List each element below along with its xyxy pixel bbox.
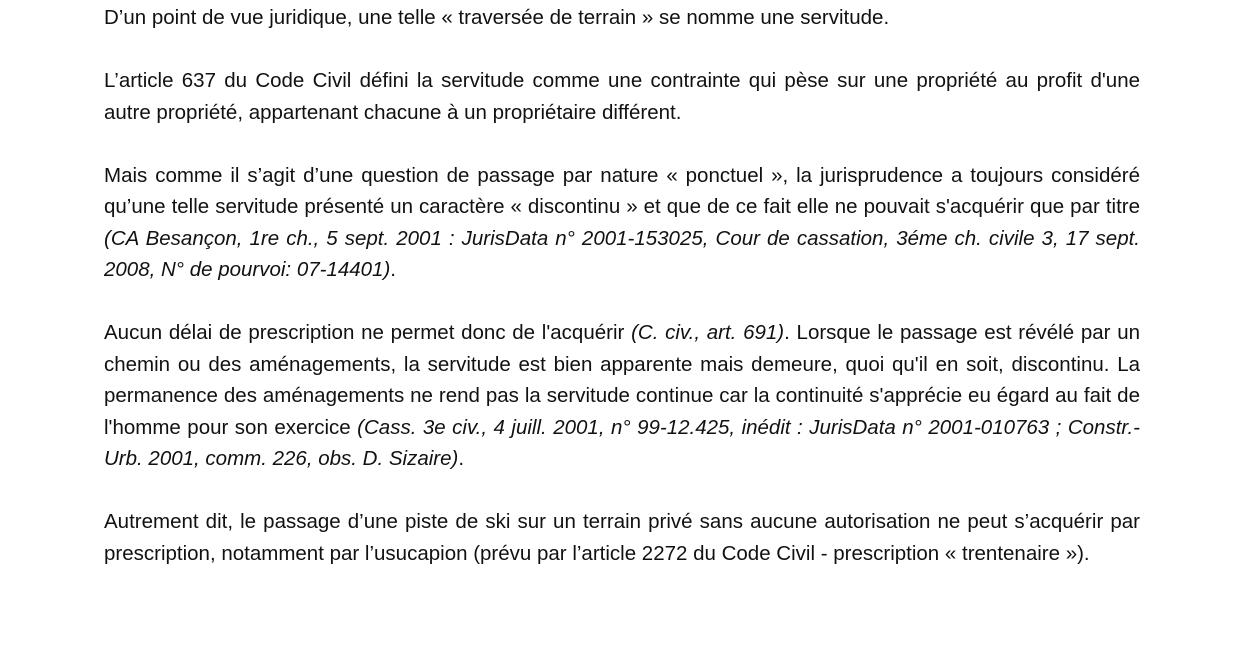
legal-citation: (CA Besançon, 1re ch., 5 sept. 2001 : JurisData n° 2001-153025, Cour de cassation, 3éme ch. civile 3, 17 sept. 2008, N° de pourvoi: 07-14401) — [104, 226, 1140, 281]
paragraph-jurisprudence — [104, 160, 1140, 286]
paragraph-text: Aucun délai de prescription ne permet donc de l'acquérir — [104, 321, 632, 344]
legal-citation: (Cass. 3e civ., 4 juill. 2001, n° 99-12.425, inédit : JurisData n° 2001-010763 ; Constr.-Urb. 2001, comm. 226, obs. D. Sizaire) — [104, 415, 1140, 470]
document-page — [104, 0, 1140, 569]
legal-citation: (C. civ., art. 691) — [631, 321, 785, 344]
paragraph-text: L’article 637 du Code Civil défini la servitude comme une contrainte qui pèse sur une propriété au profit d'une autre propriété, appartenant chacune à un propriétaire différent. — [104, 69, 1140, 124]
paragraph-prescription — [104, 317, 1140, 475]
paragraph-servitude-definition — [104, 2, 1140, 34]
paragraph-article-637 — [104, 65, 1140, 128]
paragraph-text: . — [390, 258, 396, 281]
paragraph-conclusion — [104, 506, 1140, 569]
paragraph-text: D’un point de vue juridique, une telle « traversée de terrain » se nomme une servitude. — [104, 6, 890, 29]
paragraph-text: . — [458, 447, 465, 470]
paragraph-text: Mais comme il s’agit d’une question de passage par nature « ponctuel », la jurisprudence a toujours considéré qu’une telle servitude présenté un caractère « discontinu » et que de ce fait elle ne pouvait s'acquérir que par titre — [104, 163, 1140, 218]
paragraph-text: Autrement dit, le passage d’une piste de ski sur un terrain privé sans aucune autorisation ne peut s’acquérir par prescription, notamment par l’usucapion (prévu par l’article 2272 du Code Civil - prescription « trentenaire »). — [104, 510, 1140, 565]
paragraph-text: . Lorsque le passage est révélé par un chemin ou des aménagements, la servitude est bien apparente mais demeure, quoi qu'il en soit, discontinu. La permanence des aménagements ne rend pas la servitude continue car la continuité s'apprécie eu égard au fait de l'homme pour son exercice — [104, 321, 1140, 439]
